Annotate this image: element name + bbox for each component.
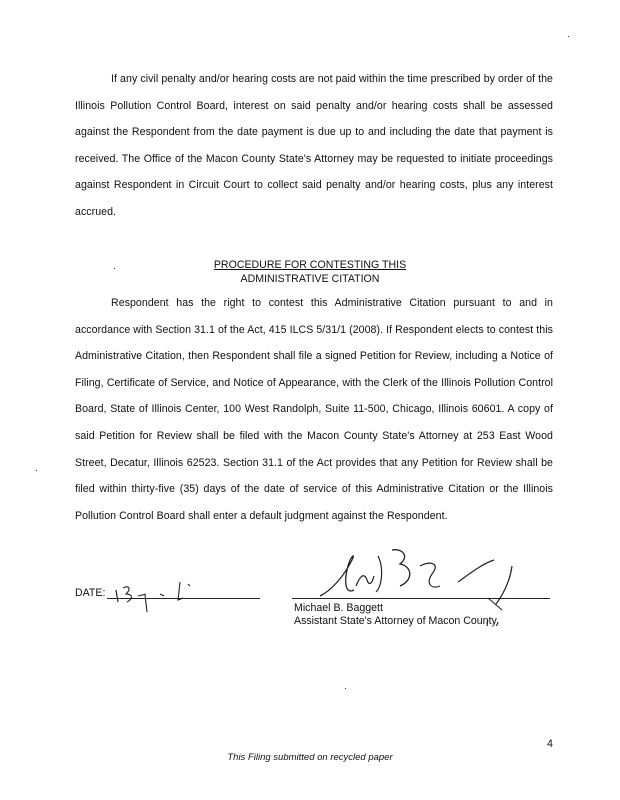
section-heading-line1 [0, 259, 620, 272]
scan-speck [345, 688, 346, 689]
handwritten-date-mark [112, 572, 212, 622]
signer-name: Michael B. Baggett [294, 602, 383, 614]
date-label: DATE: [75, 587, 106, 599]
signature-scrawl [312, 546, 562, 626]
scan-speck [568, 36, 569, 37]
signature-line [292, 598, 550, 599]
procedure-paragraph: Respondent has the right to contest this Administrative Citation pursuant to and in accordance with Section 31.1 of the Act, 415 ILCS 5/31/1 (2008). If Respondent elects to contest this Administrative Citation, then Respondent shall file a signed Petition for Review, including a Notice of Filing, Certificate of Service, and Notice of Appearance, with the Clerk of the Illinois Pollution Control Board, State of Illinois Center, 100 West Randolph, Suite 11-500, Chicago, Illinois 60601. A copy of said Petition for Review shall be filed with the Macon County State's Attorney at 253 East Wood Street, Decatur, Illinois 62523. Section 31.1 of the Act provides that any Petition for Review shall be filed within thirty-five (35) days of the date of service of this Administrative Citation or the Illinois Pollution Control Board shall enter a default judgment against the Respondent. [75, 297, 553, 522]
recycled-paper-footer: This Filing submitted on recycled paper [227, 752, 393, 763]
heading-line1-text: PROCEDURE FOR CONTESTING THIS [213, 259, 407, 271]
scan-speck [36, 470, 37, 471]
signer-title: Assistant State's Attorney of Macon County [294, 615, 497, 627]
penalty-paragraph: If any civil penalty and/or hearing costs are not paid within the time prescribed by order of the Illinois Pollution Control Board, interest on said penalty and/or hearing costs shall be assessed against the Respondent from the date payment is due up to and including the date that payment is received. The Office of the Macon County State's Attorney may be requested to initiate proceedings against Respondent in Circuit Court to collect said penalty and/or hearing costs, plus any interest accrued. [75, 73, 553, 218]
section-heading-line2: ADMINISTRATIVE CITATION [240, 273, 380, 285]
scan-speck [114, 268, 115, 269]
page-number: 4 [547, 738, 553, 750]
